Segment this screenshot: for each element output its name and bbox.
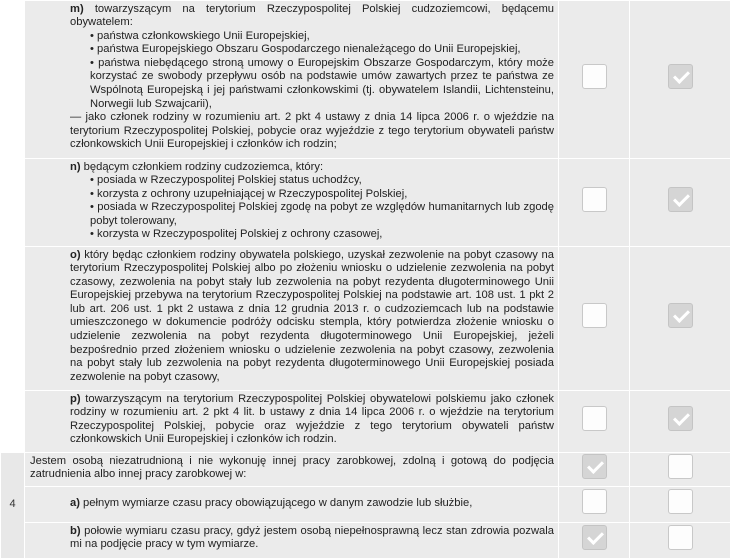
section-4-b-body: połowie wymiaru czasu pracy, gdyż jestem osobą niepełnosprawną lecz stan zdrowia pozwala mi na podjęcie pracy w tym wymiarze. <box>70 525 554 551</box>
item-p-yes-cell <box>559 390 630 452</box>
item-m-outro: — jako członek rodziny w rozumieniu art. 2 pkt 4 ustawy z dnia 14 lipca 2006 r. o wjeździe na terytorium Rzeczypospolitej Polskiej, pobycie oraz wyjeździe z tego terytorium obywateli państw członkowskich Unii Europejskiej i członków ich rodzin; <box>30 111 554 152</box>
item-p-row <box>1 390 730 452</box>
item-p-yes-checkbox[interactable] <box>582 406 607 431</box>
section-4-number: 4 <box>1 452 25 558</box>
section-4-a-yes-cell <box>559 486 630 522</box>
section-4-header-row <box>1 452 730 486</box>
item-n-yes-checkbox[interactable] <box>582 187 607 212</box>
item-o-no-cell <box>630 246 730 390</box>
item-p-body: towarzyszącym na terytorium Rzeczypospolitej Polskiej obywatelowi polskiemu jako członek rodziny w rozumieniu art. 2 pkt 4 lit. b ustawy z dnia 14 lipca 2006 r. o wjeździe na terytorium Rzeczypospolitej Polskiej, pobycie oraz wyjeździe z tego terytorium obywateli państw członkowskich Unii Europejskiej i członków ich rodzin. <box>70 393 554 446</box>
item-n-row <box>1 158 730 246</box>
row-number-cell <box>1 158 25 246</box>
item-p-text <box>25 390 559 452</box>
section-4-b-letter: b) <box>70 525 81 537</box>
section-4-a-row <box>1 486 730 522</box>
section-4-a-yes-checkbox[interactable] <box>582 489 607 514</box>
section-4-a-body: pełnym wymiarze czasu pracy obowiązującego w danym zawodzie lub służbie, <box>80 497 472 509</box>
row-number-cell <box>1 246 25 390</box>
section-4-b-no-cell <box>630 522 730 558</box>
section-4-b-yes-checkbox[interactable] <box>582 525 607 550</box>
section-4-yes-cell <box>559 452 630 486</box>
item-m-bullet-2: • państwa Europejskiego Obszaru Gospodarczego nienależącego do Unii Europejskiej, <box>30 43 554 57</box>
item-n-text <box>25 158 559 246</box>
section-4-b-yes-cell <box>559 522 630 558</box>
section-4-b-row <box>1 522 730 558</box>
item-m-bullet-3: • państwa niebędącego stroną umowy o Europejskim Obszarze Gospodarczym, który może korzystać ze swobody przepływu osób na podstawie umów zawartych przez te państwa ze Wspólnotą Europejską i jej państwami członkowskimi (tj. obywatelem Islandii, Lichtensteinu, Norwegii lub Szwajcarii), <box>30 57 554 111</box>
item-n-bullet-4: • korzysta w Rzeczypospolitej Polskiej z ochrony czasowej, <box>30 228 554 242</box>
item-n-no-cell <box>630 158 730 246</box>
section-4-b-text <box>25 522 559 558</box>
item-p-no-checkbox[interactable] <box>668 406 693 431</box>
item-m-intro: towarzyszącym na terytorium Rzeczypospolitej Polskiej cudzoziemcowi, będącemu obywatelem: <box>70 3 554 29</box>
item-m-yes-checkbox[interactable] <box>582 64 607 89</box>
section-4-no-cell <box>630 452 730 486</box>
item-o-letter: o) <box>70 249 81 261</box>
item-o-text <box>25 246 559 390</box>
item-n-bullet-2: • korzysta z ochrony uzupełniającej w Rzeczypospolitej Polskiej, <box>30 188 554 202</box>
item-m-text <box>25 0 559 158</box>
item-o-row <box>1 246 730 390</box>
section-4-a-text <box>25 486 559 522</box>
item-m-no-checkbox[interactable] <box>668 64 693 89</box>
item-m-yes-cell <box>559 0 630 158</box>
section-4-header: Jestem osobą niezatrudnioną i nie wykonuję innej pracy zarobkowej, zdolną i gotową do podjęcia zatrudnienia albo innej pracy zarobkowej w: <box>30 455 554 482</box>
section-4-b-no-checkbox[interactable] <box>668 525 693 550</box>
item-m-row <box>1 0 730 158</box>
section-4-no-checkbox[interactable] <box>668 454 693 479</box>
item-p-letter: p) <box>70 393 81 405</box>
item-m-bullet-1: • państwa członkowskiego Unii Europejskiej, <box>30 30 554 44</box>
item-n-no-checkbox[interactable] <box>668 187 693 212</box>
section-4-a-no-cell <box>630 486 730 522</box>
item-n-letter: n) <box>70 161 81 173</box>
item-n-bullet-1: • posiada w Rzeczypospolitej Polskiej status uchodźcy, <box>30 174 554 188</box>
section-4-yes-checkbox[interactable] <box>582 454 607 479</box>
item-m-no-cell <box>630 0 730 158</box>
item-m-letter: m) <box>70 3 84 15</box>
item-o-body: który będąc członkiem rodziny obywatela polskiego, uzyskał zezwolenie na pobyt czasowy na terytorium Rzeczypospolitej Polskiej albo po złożeniu wniosku o udzielenie zezwolenia na pobyt czasowy, zezwolenia na pobyt stały lub zezwolenia na pobyt rezydenta długoterminowego Unii Europejskiej przebywa na terytorium Rzeczypospolitej Polskiej na podstawie art. 108 ust. 1 pkt 2 lub art. 206 ust. 1 pkt 2 ustawa z dnia 12 grudnia 2013 r. o cudzoziemcach lub na podstawie umieszczonego w dokumencie podróży odcisku stempla, który potwierdza złożenie wniosku o udzielenie zezwolenia na pobyt rezydenta długoterminowego Unii Europejskiej, jeżeli bezpośrednio przed złożeniem wniosku o udzielenie zezwolenia na pobyt czasowy, zezwolenia na pobyt stały lub zezwolenia na pobyt rezydenta długoterminowego Unii Europejskiej posiada zezwolenie na pobyt czasowy, <box>70 249 554 383</box>
item-p-no-cell <box>630 390 730 452</box>
row-number-cell <box>1 0 25 158</box>
section-4-a-letter: a) <box>70 497 80 509</box>
item-o-yes-cell <box>559 246 630 390</box>
item-n-bullet-3: • posiada w Rzeczypospolitej Polskiej zgodę na pobyt ze względów humanitarnych lub zgodę pobyt tolerowany, <box>30 201 554 228</box>
item-o-no-checkbox[interactable] <box>668 303 693 328</box>
row-number-cell <box>1 390 25 452</box>
item-n-yes-cell <box>559 158 630 246</box>
item-n-intro: będącym członkiem rodziny cudzoziemca, który: <box>81 161 324 173</box>
section-4-header-text <box>25 452 559 486</box>
section-4-a-no-checkbox[interactable] <box>668 489 693 514</box>
item-o-yes-checkbox[interactable] <box>582 303 607 328</box>
